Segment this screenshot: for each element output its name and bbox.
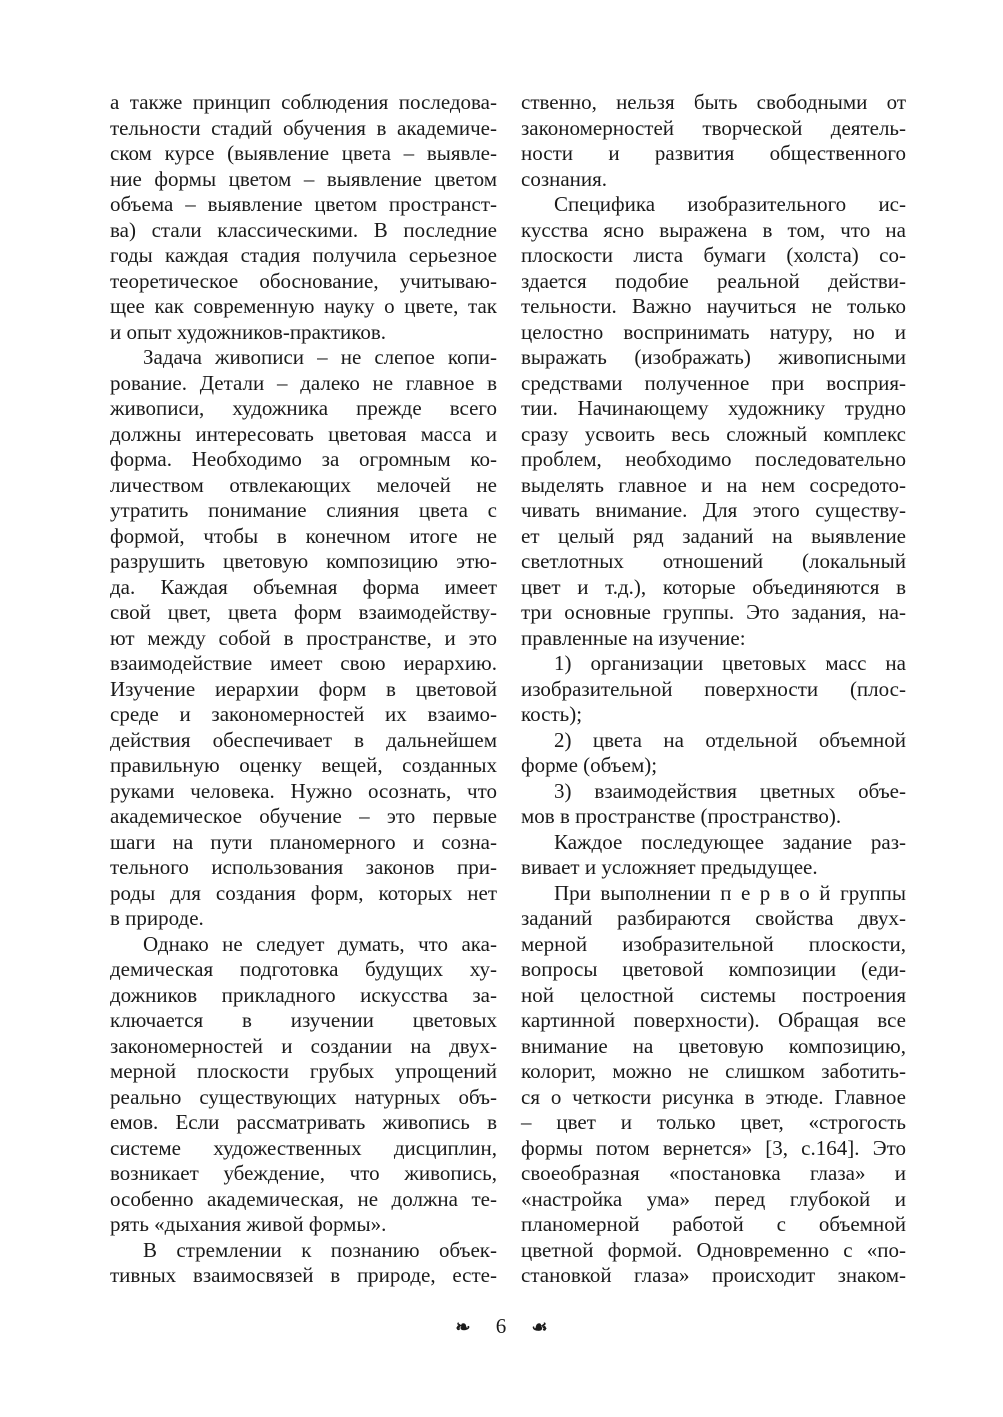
text-line: ском курсе (выявление цвета – выявле- (110, 141, 497, 165)
text-line: светлотных отношений (локальный (521, 549, 906, 573)
text-line: разрушить цветовую композицию этю- (110, 549, 497, 573)
text-line: тельности. Важно научиться не только (521, 294, 906, 318)
text-line: средствами полученное при восприя- (521, 370, 906, 395)
text-line: выражать (изображать) живописными (521, 345, 906, 369)
text-line: особенно академическая, не должна те- (110, 1186, 497, 1211)
left-text-column (110, 90, 497, 1289)
text-line: выделять главное и на нем сосредото- (521, 472, 906, 497)
text-line: тельности стадий обучения в академиче- (110, 115, 497, 140)
text-line: закономерностей и создании на двух- (110, 1033, 497, 1058)
text-line: цветной формой. Одновременно с «по- (521, 1237, 906, 1262)
text-line: – цвет и только цвет, «строгость (521, 1110, 906, 1134)
text-line: вопросы цветовой композиции (еди- (521, 957, 906, 981)
text-line: рование. Детали – далеко не главное в (110, 370, 497, 395)
page-footer (0, 1314, 1003, 1339)
text-line: ключается в изучении цветовых (110, 1008, 497, 1032)
text-line: мов в пространстве (пространство). (521, 804, 842, 828)
text-line: форме (объем); (521, 753, 658, 777)
text-line: дожников прикладного искусства за- (110, 982, 497, 1007)
text-line: тии. Начинающему художнику трудно (521, 396, 906, 420)
text-line: чивать внимание. Для этого существу- (521, 498, 906, 522)
text-line: плоскости листа бумаги (холста) со- (521, 243, 906, 267)
text-line: вивает и усложняет предыдущее. (521, 855, 818, 879)
text-line: В стремлении к познанию объек- (143, 1237, 497, 1262)
text-line: свой цвет, цвета форм взаимодейству- (110, 600, 497, 624)
text-line: шаги на пути планомерного и созна- (110, 829, 497, 854)
text-line: 3) взаимодействия цветных объе- (554, 778, 906, 803)
text-line: емов. Если рассматривать живопись в (110, 1110, 497, 1134)
text-line: Специфика изобразительного ис- (554, 192, 906, 216)
text-line: 1) организации цветовых масс на (554, 651, 906, 675)
text-line: правильную оценку вещей, созданных (110, 753, 497, 777)
text-line: 2) цвета на отдельной объемной (554, 727, 906, 752)
paragraph (521, 192, 906, 651)
text-line: правленные на изучение: (521, 625, 746, 650)
text-line: внимание на цветовую композицию, (521, 1033, 906, 1058)
text-line: планомерной работой с объемной (521, 1212, 906, 1236)
paragraph (110, 932, 497, 1238)
paragraph (521, 728, 906, 779)
right-text-column (521, 90, 906, 1289)
text-line: формой, чтобы в конечном итоге не (110, 523, 497, 548)
text-line: взаимодействие имеет свою иерархию. (110, 651, 497, 675)
text-line: ной целостной системы построения (521, 982, 906, 1007)
text-line: мерной плоскости грубых упрощений (110, 1059, 497, 1083)
text-line: изобразительной поверхности (плос- (521, 676, 906, 701)
text-line: сознания. (521, 166, 608, 191)
text-line: ственно, нельзя быть свободными от (521, 90, 906, 114)
paragraph (521, 651, 906, 728)
ornament-left-icon: ❧ (455, 1317, 471, 1337)
text-line: Задача живописи – не слепое копи- (143, 345, 497, 369)
text-line: целостно воспринимать натуру, но и (521, 319, 906, 344)
page-number: 6 (495, 1314, 507, 1338)
text-line: ности и развития общественного (521, 141, 906, 165)
text-line: ние формы цветом – выявление цветом (110, 166, 497, 191)
text-line: три основные группы. Это задания, на- (521, 600, 906, 624)
paragraph (110, 1238, 497, 1289)
text-line: своеобразная «постановка глаза» и (521, 1161, 906, 1185)
text-line: действия обеспечивает в дальнейшем (110, 727, 497, 752)
text-line: здается подобие реальной действи- (521, 268, 906, 293)
text-line: проблем, необходимо последовательно (521, 447, 906, 471)
text-line: кость); (521, 702, 583, 726)
text-line: в природе. (110, 906, 204, 930)
text-line: становкой глаза» происходит знаком- (521, 1263, 906, 1287)
text-line: теоретическое обоснование, учитываю- (110, 268, 497, 293)
text-line: Однако не следует думать, что ака- (143, 931, 497, 956)
paragraph (521, 779, 906, 830)
text-line: живописи, художника прежде всего (110, 396, 497, 420)
text-line: колорит, можно не слишком заботить- (521, 1059, 906, 1083)
text-line: закономерностей творческой деятель- (521, 115, 906, 140)
text-line: формы потом вернется» [3, с.164]. Это (521, 1135, 906, 1160)
text-line: академическое обучение – это первые (110, 804, 497, 828)
text-line: ся о четкости рисунка в этюде. Главное (521, 1084, 906, 1109)
text-line: При выполнении п е р в о й группы (554, 880, 906, 905)
text-line: системе художественных дисциплин, (110, 1135, 497, 1160)
text-line: сразу усвоить весь сложный комплекс (521, 421, 906, 446)
text-line: среде и закономерностей их взаимо- (110, 702, 497, 726)
text-line: тивных взаимосвязей в природе, есте- (110, 1263, 497, 1287)
text-line: «настройка ума» перед глубокой и (521, 1186, 906, 1211)
text-line: ет целый ряд заданий на выявление (521, 523, 906, 548)
paragraph (110, 90, 497, 345)
text-line: кусства ясно выражена в том, что на (521, 217, 906, 242)
text-line: руками человека. Нужно осознать, что (110, 778, 497, 803)
text-line: заданий разбираются свойства двух- (521, 906, 906, 930)
text-line: роды для создания форм, которых нет (110, 880, 497, 905)
paragraph (521, 830, 906, 881)
paragraph (110, 345, 497, 932)
paragraph (521, 881, 906, 1289)
text-line: годы каждая стадия получила серьезное (110, 243, 497, 267)
text-line: личеством отвлекающих мелочей не (110, 472, 497, 497)
text-line: демическая подготовка будущих ху- (110, 957, 497, 981)
text-line: да. Каждая объемная форма имеет (110, 574, 497, 599)
text-line: возникает убеждение, что живопись, (110, 1161, 497, 1185)
text-line: тельного использования законов при- (110, 855, 497, 879)
text-line: мерной изобразительной плоскости, (521, 931, 906, 956)
ornament-right-icon: ☙ (531, 1317, 548, 1337)
text-line: объема – выявление цветом пространст- (110, 192, 497, 216)
text-line: должны интересовать цветовая масса и (110, 421, 497, 446)
text-line: цвет и т.д.), которые объединяются в (521, 574, 906, 599)
text-line: и опыт художников-практиков. (110, 319, 387, 344)
text-line: а также принцип соблюдения последова- (110, 90, 497, 114)
text-line: щее как современную науку о цвете, так (110, 294, 497, 318)
text-line: ют между собой в пространстве, и это (110, 625, 497, 650)
text-line: утратить понимание слияния цвета с (110, 498, 497, 522)
text-line: реально существующих натурных объ- (110, 1084, 497, 1109)
text-line: Каждое последующее задание раз- (554, 829, 906, 854)
text-line: рять «дыхания живой формы». (110, 1212, 387, 1236)
text-line: форма. Необходимо за огромным ко- (110, 447, 497, 471)
text-line: ва) стали классическими. В последние (110, 217, 497, 242)
paragraph (521, 90, 906, 192)
text-line: Изучение иерархии форм в цветовой (110, 676, 497, 701)
text-line: картинной поверхности). Обращая все (521, 1008, 906, 1032)
